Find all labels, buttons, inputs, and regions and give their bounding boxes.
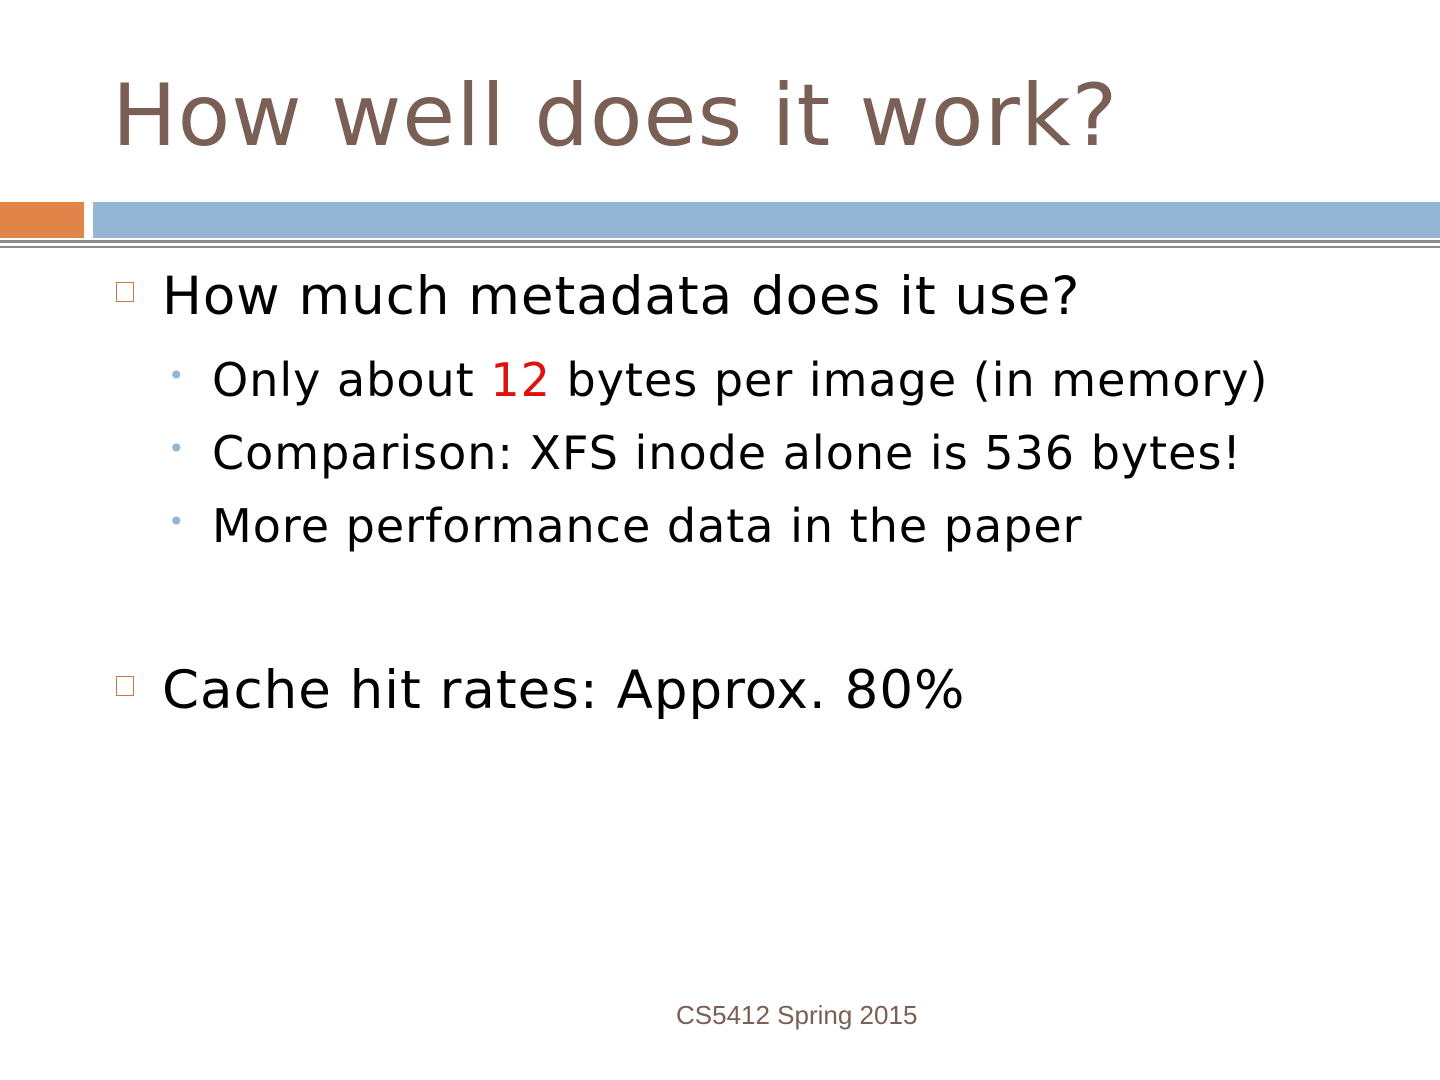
sub-bullet-text (212, 350, 1268, 410)
accent-bar-blue (93, 202, 1440, 238)
sub-bullet-bytes-per-image (168, 353, 1418, 422)
highlighted-number: 12 (490, 353, 551, 407)
hollow-square-icon (116, 676, 134, 696)
sub-bullet-text: Comparison: XFS inode alone is 536 bytes! (212, 426, 1242, 480)
sub-bullet-text: More performance data in the paper (212, 499, 1083, 553)
sub-bullet-xfs-comparison (168, 426, 1418, 495)
dot-icon: • (168, 505, 185, 538)
text-prefix: Only about (212, 353, 491, 407)
sub-bullet-performance-data (168, 499, 1418, 568)
slide-title: How well does it work? (112, 66, 1119, 166)
bullet-text: How much metadata does it use? (162, 266, 1081, 327)
bullet-metadata-question (116, 266, 1416, 352)
bullet-cache-hit-rates (116, 660, 1416, 746)
divider-line-top (0, 240, 1440, 243)
divider-line-bottom (0, 246, 1440, 248)
accent-bar-orange (0, 202, 84, 238)
slide-footer: CS5412 Spring 2015 (676, 1000, 918, 1030)
bullet-text: Cache hit rates: Approx. 80% (162, 660, 966, 721)
dot-icon: • (168, 432, 185, 465)
dot-icon: • (168, 359, 185, 392)
hollow-square-icon (116, 282, 134, 302)
text-suffix: bytes per image (in memory) (550, 353, 1269, 407)
